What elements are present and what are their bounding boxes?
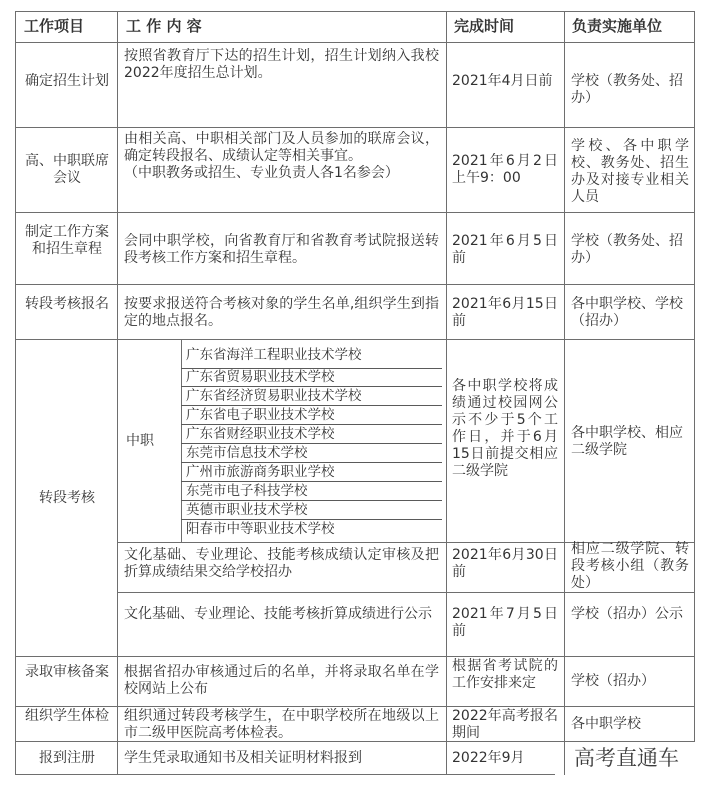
row-time-cell: 2021年6月5日前 [452, 233, 558, 266]
school-underline [181, 386, 442, 387]
row-time-cell: 2021年6月2日上午9：00 [452, 153, 558, 186]
table-column-divider [117, 11, 118, 775]
row-time-cell: 2021年6月15日前 [452, 296, 558, 329]
row-unit-cell: 各中职学校、相应二级学院 [571, 425, 683, 458]
row-item-cell: 转段考核报名 [25, 296, 109, 312]
school-name: 广东省财经职业技术学校 [186, 426, 335, 442]
row-time-cell: 根据省考试院的工作安排来定 [452, 658, 558, 691]
header-content: 工 作 内 容 [126, 17, 202, 35]
row-unit-cell: 学校、各中职学校、教务处、招生办及对接专业相关人员 [571, 138, 689, 205]
row-content-cell: 由相关高、中职相关部门及人员参加的联席会议，确定转段报名、成绩认定等相关事宜。 （中职教务或招生、专业负责人各1名参会） [124, 131, 439, 181]
row-item-cell: 组织学生体检 [25, 708, 109, 724]
school-underline [181, 443, 442, 444]
row-content-cell: 根据省招办审核通过后的名单，并将录取名单在学校网站上公布 [124, 664, 439, 697]
subrow-content-cell: 文化基础、专业理论、技能考核成绩认定审核及把折算成绩结果交给学校招办 [124, 547, 439, 580]
row-time-cell: 各中职学校将成绩通过校园网公示不少于5个工作日，并于6月15日前提交相应二级学院 [452, 378, 558, 479]
row-item-cell: 报到注册 [39, 750, 95, 766]
subrow-unit-cell: 学校（招办）公示 [571, 606, 683, 622]
header-time: 完成时间 [454, 17, 515, 35]
row-unit-cell: 学校（招办） [571, 673, 655, 689]
row-content-cell: 按照省教育厅下达的招生计划，招生计划纳入我校2022年度招生总计划。 [124, 48, 439, 81]
table-border-bottom [15, 774, 555, 775]
school-name: 广东省海洋工程职业技术学校 [186, 347, 362, 363]
row-unit-cell: 各中职学校 [571, 716, 641, 732]
subrow-unit-cell: 相应二级学院、转段考核小组（教务处） [571, 541, 689, 591]
school-underline [181, 519, 442, 520]
row-time-cell: 2022年高考报名期间 [452, 708, 558, 741]
row-item-cell: 录取审核备案 [25, 664, 109, 680]
school-underline [181, 405, 442, 406]
school-name: 英德市职业技术学校 [186, 502, 308, 518]
school-name: 阳春市中等职业技术学校 [186, 521, 335, 537]
row-item-cell: 制定工作方案和招生章程 [25, 224, 109, 257]
school-underline [181, 481, 442, 482]
row-content-cell: 会同中职学校，向省教育厅和省教育考试院报送转段考核工作方案和招生章程。 [124, 233, 439, 266]
subrow-content-cell: 文化基础、专业理论、技能考核折算成绩进行公示 [124, 606, 432, 622]
school-name: 广州市旅游商务职业学校 [186, 464, 335, 480]
row-item-cell: 转段考核 [39, 490, 95, 506]
row-unit-cell: 学校（教务处、招办） [571, 233, 683, 266]
school-name: 东莞市信息技术学校 [186, 445, 308, 461]
school-underline [181, 424, 442, 425]
subrow-time-cell: 2021年7月5日前 [452, 606, 558, 639]
school-name: 广东省贸易职业技术学校 [186, 369, 335, 385]
header-item: 工作项目 [24, 17, 85, 35]
table-border-right [694, 11, 695, 742]
school-name: 广东省经济贸易职业技术学校 [186, 388, 362, 404]
school-underline [181, 462, 442, 463]
row-content-cell: 学生凭录取通知书及相关证明材料报到 [124, 750, 362, 766]
row-unit-cell: 各中职学校、学校（招办） [571, 296, 683, 329]
header-unit: 负责实施单位 [572, 17, 663, 35]
row-unit-cell: 学校（教务处、招办） [571, 73, 683, 106]
school-underline [181, 500, 442, 501]
sub-label-zhongzhi: 中职 [126, 433, 154, 449]
watermark-text: 高考直通车 [574, 746, 679, 770]
row-content-cell: 按要求报送符合考核对象的学生名单,组织学生到指定的地点报名。 [124, 296, 439, 329]
table-border-left [15, 11, 16, 775]
subrow-time-cell: 2021年6月30日前 [452, 547, 558, 580]
table-column-divider [446, 11, 447, 775]
row-content-cell: 组织通过转段考核学生，在中职学校所在地级以上市二级甲医院高考体检表。 [124, 708, 439, 741]
school-list-divider [181, 340, 182, 542]
row-time-cell: 2021年4月日前 [452, 73, 553, 89]
row-item-cell: 高、中职联席会议 [25, 153, 109, 186]
school-name: 东莞市电子科技学校 [186, 483, 308, 499]
table-subrow-divider [117, 592, 694, 593]
row-item-cell: 确定招生计划 [25, 73, 109, 89]
school-name: 广东省电子职业技术学校 [186, 407, 335, 423]
row-time-cell: 2022年9月 [452, 750, 525, 766]
table-column-divider [564, 11, 565, 775]
